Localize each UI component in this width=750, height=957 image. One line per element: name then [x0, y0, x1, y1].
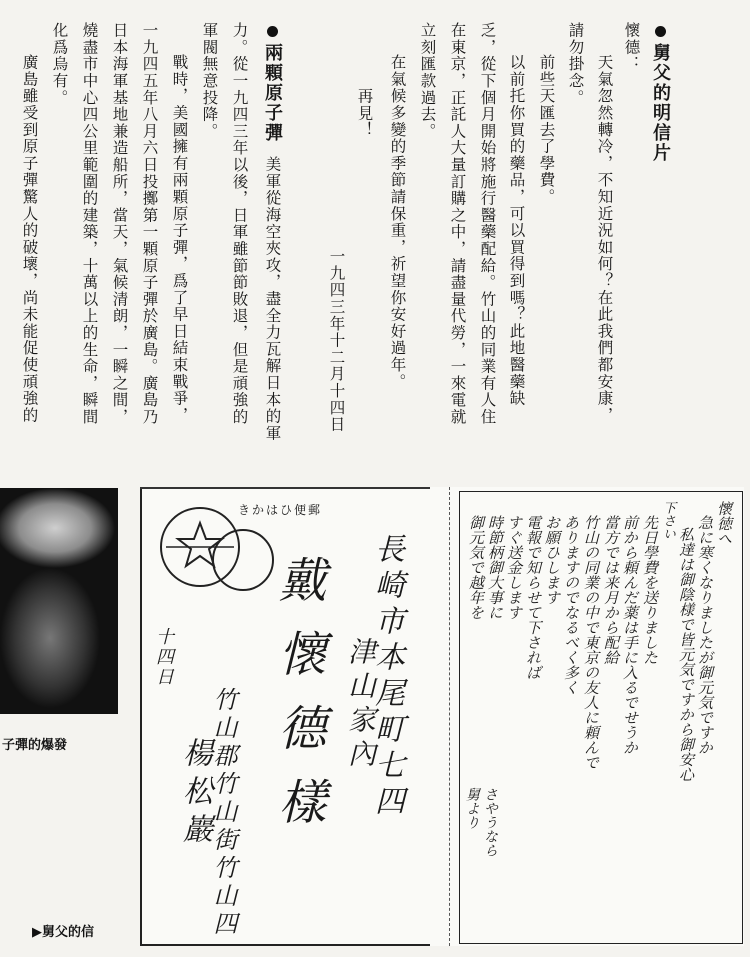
bullet-icon: [655, 26, 666, 37]
postcard-address: 津山家內: [344, 637, 377, 773]
letter-date: 一九四三年十二月十四日: [327, 248, 346, 433]
handwritten-line: ありますのでなるべく多く: [562, 515, 580, 695]
section2-line: 美軍從海空夾攻，盡全力瓦解日本的軍: [263, 156, 282, 442]
postcard-header: きかはひ便郵: [238, 503, 323, 517]
handwritten-line: 舅より: [464, 787, 480, 829]
letter-closing: 再見！: [355, 88, 374, 139]
letter-title: 舅父的明信片: [650, 43, 671, 163]
handwritten-line: お願ひします: [543, 515, 561, 605]
letter-salutation: 懷德：: [622, 22, 641, 73]
handwritten-line: 下さい: [660, 501, 675, 540]
letter-line: 天氣忽然轉冷，不知近況如何？在此我們都安康，: [595, 54, 614, 424]
section2-line: 化爲烏有。: [50, 22, 69, 106]
handwritten-line: 竹山の同業の中で東京の友人に頼んで: [582, 515, 600, 770]
section-heading-bomb: [263, 26, 281, 143]
postcard-sender: 竹山郡竹山街竹山四: [209, 687, 237, 939]
postcard-fold-line: [449, 487, 451, 946]
handwritten-line: 當方では来月から配給: [602, 515, 620, 665]
section-heading-letter: [651, 26, 669, 163]
postcard-border: [140, 487, 142, 946]
handwritten-line: さやうなら: [482, 787, 498, 857]
section2-line: 廣島雖受到原子彈驚人的破壞，尚未能促使頑強的: [20, 54, 39, 424]
letter-line: 請勿掛念。: [566, 22, 585, 106]
handwritten-line: 御元気で越年を: [467, 515, 485, 620]
letter-line: 立刻匯款過去。: [418, 22, 437, 140]
section2-line: 戰時，美國擁有兩顆原子彈，爲了早日結束戰爭，: [170, 54, 189, 424]
section2-line: 日本海軍基地兼造船所，當天，氣候清朗，一瞬之間，: [110, 22, 129, 426]
section2-line: 燒盡市中心四公里範圍的建築，十萬以上的生命，瞬間: [80, 22, 99, 426]
letter-line: 乏，從下個月開始將施行醫藥配給。竹山的同業有人住: [478, 22, 497, 426]
postcard-sender: 楊松巖: [177, 737, 212, 851]
letter-line: 前些天匯去了學費。: [537, 54, 556, 206]
handwritten-line: すぐ送金します: [505, 515, 523, 620]
handwritten-line: 急に寒くなりましたが御元気ですか: [696, 515, 714, 755]
letter-line: 以前托你買的藥品，可以買得到嗎？此地醫藥缺: [507, 54, 526, 407]
handwritten-line: 前から頼んだ薬は手に入るでせうか: [621, 515, 639, 755]
postcard-border: [140, 944, 430, 946]
handwritten-line: 電報で知らせて下されば: [524, 515, 542, 680]
handwritten-line: 時節柄御大事に: [486, 515, 504, 620]
postcard-addressee: 戴懷德樣: [270, 555, 326, 851]
postcard-image: [140, 487, 744, 946]
handwritten-line: 先日學費を送りました: [641, 515, 659, 665]
letter-line: 在氣候多變的季節請保重，祈望你安好過年。: [388, 54, 407, 390]
atomic-bomb-photo: [0, 488, 118, 714]
section2-title: 兩顆原子彈: [262, 43, 283, 143]
photo-caption: 子彈的爆發: [2, 738, 68, 753]
handwritten-line: 私達は御陰様で皆元気ですから御安心: [677, 527, 695, 782]
section2-line: 力。從一九四三年以後，日軍雖節節敗退，但是頑強的: [230, 22, 249, 426]
section2-line: 一九四五年八月六日投擲第一顆原子彈於廣島。廣島乃: [140, 22, 159, 426]
postcard-caption: ▶舅父的信: [32, 925, 94, 940]
postcard-date-mark: 十四日: [153, 627, 174, 687]
bullet-icon: [267, 26, 278, 37]
postcard-address: 長崎市本尾町七四: [369, 533, 404, 821]
section2-line: 軍閥無意投降。: [200, 22, 219, 140]
handwritten-line: 懷徳へ: [715, 501, 733, 546]
letter-line: 在東京，正託人大量訂購之中，請盡量代勞，一來電就: [448, 22, 467, 426]
postcard-border: [140, 487, 430, 489]
